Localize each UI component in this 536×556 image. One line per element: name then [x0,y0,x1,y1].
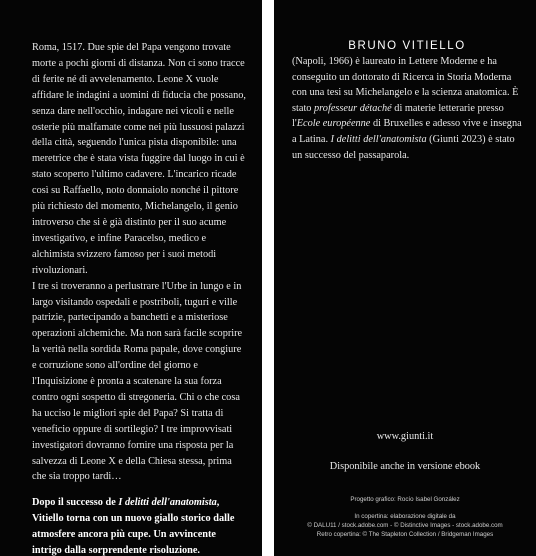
publisher-website[interactable]: www.giunti.it [376,431,434,442]
cover-credit-line-2: © DALU11 / stock.adobe.com - © Distinctive Images - stock.adobe.com [307,522,503,529]
cover-credit-line-1: In copertina: elaborazione digitale da [354,513,456,520]
blurb-after: , Vitiello torna con un nuovo giallo storico dalle atmosfere ancora più cupe. Un avvincente intrigo dalla sorprendente risoluzione. [32,497,235,556]
cover-credits [274,512,536,539]
bio-school: Ecole européenne [296,118,371,130]
bio-part-1: (Napoli, 1966) è laureato in Lettere Moderne e ha conseguito un dottorato di Ricerca in Storia Moderna con una tesi su Michelangelo e la scienza anatomica. È stato [292,56,519,114]
right-flap [274,0,536,556]
bio-part-2: di materie letterarie presso l' [292,102,504,130]
blurb [32,495,248,556]
blurb-before: Dopo il successo de [32,497,119,509]
blurb-title: I delitti dell'anatomista [118,497,217,509]
ebook-note: Disponibile anche in versione ebook [329,461,481,472]
bio-role: professeur détaché [314,102,392,114]
cover-credit-line-3: Retro copertina: © The Stapleton Collection / Bridgeman Images [316,531,494,538]
author-name: BRUNO VITIELLO [348,40,466,52]
bio-part-3: di Bruxelles e adesso vive e insegna a Latina. [292,118,522,145]
author-bio [292,54,522,163]
synopsis-paragraph-1: Roma, 1517. Due spie del Papa vengono trovate morte a pochi giorni di distanza. Non ci sono tracce di ferite né di avvelenamento. Leone X vuole affidare le indagini a uomini di fiducia che possano, senza dare nell'occhio, indagare nei vicoli e nelle osterie più malfamate come nei più lussuosi palazzi della città, seguendo l'unica pista disponibile: una meretrice che è stata vista fuggire dal luogo in cui è stato scoperto l'ultimo cadavere. L'incarico ricade così su Raffaello, noto donnaiolo nonché il pittore più richiesto del momento, Michelangelo, il genio introverso che si è già distinto per il suo acume investigativo, e infine Paracelso, medico e alchimista svizzero famoso per i suoi metodi rivoluzionari. [32,42,246,276]
design-credit: Progetto grafico: Rocío Isabel González [350,496,460,503]
bio-book: I delitti dell'anatomista [330,133,427,145]
left-flap [0,0,262,556]
synopsis-paragraph-2: I tre si troveranno a perlustrare l'Urbe in lungo e in largo visitando ospedali e postriboli, tuguri e ville patrizie, partecipando a banchetti e a misteriose operazioni alchemiche. Ma non sarà facile scoprire la verità nella sordida Roma papale, dove congiure e corruzione sono all'ordine del giorno e l'Inquisizione è pronta a scatenare la sua forza contro ogni sospetto di stregoneria. Chi o che cosa ha ucciso le migliori spie del Papa? Si tratta di veneficio oppure di sortilegio? I tre improvvisati investigatori dovranno fornire una risposta per la salvezza di Leone X e della Chiesa stessa, prima che sia troppo tardi… [32,280,243,483]
bio-part-4: (Giunti 2023) è stato un successo del passaparola. [292,133,515,161]
